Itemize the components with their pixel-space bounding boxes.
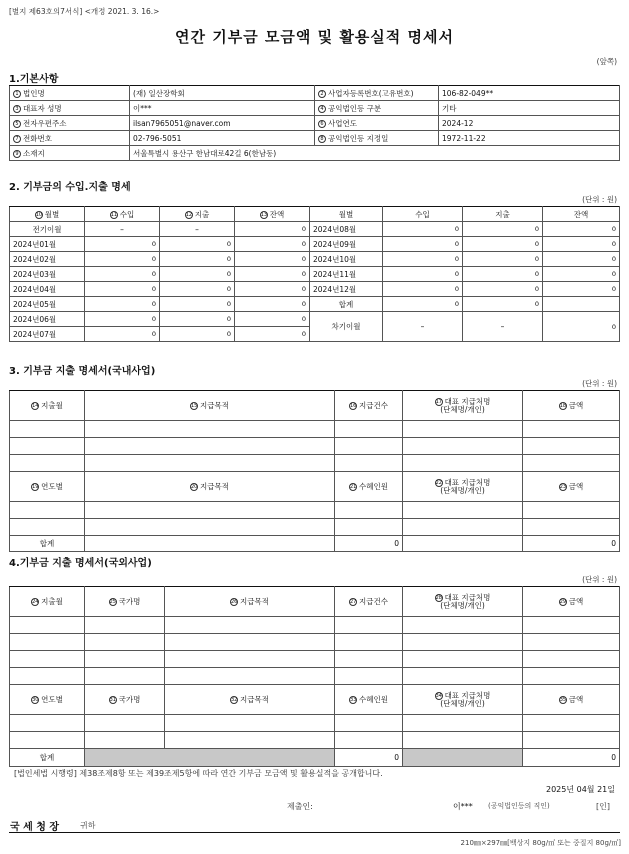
month-cell: 2024년08월	[310, 222, 383, 237]
cell: 0	[235, 252, 310, 267]
circled-32-icon: 32	[231, 697, 238, 703]
date-label: 8 공익법인등 지정일	[315, 131, 439, 146]
cell: 0	[383, 237, 463, 252]
cell: 0	[160, 297, 235, 312]
cell: 0	[235, 312, 310, 327]
circled-30-icon: 30	[32, 697, 39, 703]
table-row	[10, 312, 620, 327]
type-label: 4 공익법인등 구분	[315, 101, 439, 116]
addr-value: 서울특별시 용산구 한남대로42길 6(한남동)	[130, 146, 620, 161]
circled-35-icon: 35	[559, 697, 567, 703]
phone-value: 02-796-5051	[130, 131, 315, 146]
table-row	[10, 455, 620, 472]
cell: 0	[85, 237, 160, 252]
rep-label: 3 대표자 성명	[10, 101, 130, 116]
col-amount-2: 23 금액	[523, 472, 620, 502]
table-row	[10, 651, 620, 668]
col-benef: 33 수혜인원	[335, 685, 403, 715]
cell: 0	[235, 327, 310, 342]
total-label: 합계	[10, 536, 85, 552]
col-amount-2: 35 금액	[523, 685, 620, 715]
section1-heading: 1.기본사항	[9, 74, 59, 85]
cell: 0	[383, 267, 463, 282]
col-month: 10 월별	[10, 207, 85, 222]
cell: 0	[235, 282, 310, 297]
col-payee: 28 대표 지급처명 (단체명/개인)	[403, 587, 523, 617]
domestic-expense-table	[9, 390, 620, 552]
col-amount: 18 금액	[523, 391, 620, 421]
circled-7-icon: 7	[13, 135, 21, 143]
col-benef: 21 수혜인원	[335, 472, 403, 502]
submit-date: 2025년 04월 21일	[546, 785, 615, 794]
name-value: (재) 일산장학회	[130, 86, 315, 101]
month-cell: 2024년07월	[10, 327, 85, 342]
addr-label: 9 소재지	[10, 146, 130, 161]
cell: –	[85, 222, 160, 237]
circled-20-icon: 20	[191, 484, 198, 490]
recipient-honorific: 귀하	[80, 821, 96, 830]
cell: 0	[85, 267, 160, 282]
col-income-r: 수입	[383, 207, 463, 222]
footer-divider	[9, 832, 620, 833]
col-balance-r: 잔액	[543, 207, 620, 222]
table-row	[10, 297, 620, 312]
col-count: 16 지급건수	[335, 391, 403, 421]
circled-31-icon: 31	[109, 697, 116, 703]
table-row	[10, 222, 620, 237]
section2-heading: 2. 기부금의 수입.지출 명세	[9, 182, 131, 193]
total-row	[10, 749, 620, 767]
cell: 0	[160, 327, 235, 342]
cell: 0	[85, 252, 160, 267]
cell: 0	[463, 237, 543, 252]
circled-5-icon: 5	[13, 120, 21, 128]
section3-unit: (단위 : 원)	[582, 379, 617, 388]
table-row	[10, 732, 620, 749]
col-count: 27 지급건수	[335, 587, 403, 617]
month-cell: 2024년01월	[10, 237, 85, 252]
circled-6-icon: 6	[318, 120, 326, 128]
col-balance: 13 잔액	[235, 207, 310, 222]
table-row	[10, 438, 620, 455]
cell	[543, 297, 620, 312]
circled-34-icon: 34	[435, 692, 442, 699]
page-title: 연간 기부금 모금액 및 활용실적 명세서	[175, 28, 454, 46]
table-row	[10, 252, 620, 267]
circled-1-icon: 1	[13, 90, 21, 98]
type-value: 기타	[439, 101, 620, 116]
month-cell: 2024년10월	[310, 252, 383, 267]
law-statement: [법인세법 시행령] 제38조제8항 또는 제39조제5항에 따라 연간 기부금 모금액 및 활용실적을 공개합니다.	[14, 769, 383, 778]
cell: 0	[543, 222, 620, 237]
foreign-expense-table	[9, 586, 620, 767]
cell: 0	[463, 297, 543, 312]
col-purpose-2: 32 지급목적	[165, 685, 335, 715]
circled-15-icon: 15	[191, 403, 198, 409]
cell: 0	[463, 222, 543, 237]
circled-16-icon: 16	[350, 403, 357, 409]
table-row	[10, 237, 620, 252]
month-cell: 2024년09월	[310, 237, 383, 252]
month-cell: 2024년12월	[310, 282, 383, 297]
cell: 0	[383, 222, 463, 237]
total-amount: 0	[523, 749, 620, 767]
col-year: 30 연도별	[10, 685, 85, 715]
circled-8-icon: 8	[318, 135, 326, 143]
cell: 0	[160, 312, 235, 327]
total-count: 0	[335, 536, 403, 552]
cell: 0	[463, 267, 543, 282]
rep-value: 이***	[130, 101, 315, 116]
total-label: 합계	[310, 297, 383, 312]
table-row	[10, 421, 620, 438]
phone-label: 7 전화번호	[10, 131, 130, 146]
biz-label: 2 사업자등록번호(고유번호)	[315, 86, 439, 101]
col-month-r: 월별	[310, 207, 383, 222]
table-row	[10, 617, 620, 634]
circled-21-icon: 21	[350, 484, 357, 490]
total-count: 0	[335, 749, 403, 767]
email-value: ilsan7965051@naver.com	[130, 116, 315, 131]
table-row	[10, 715, 620, 732]
circled-13-icon: 13	[260, 211, 268, 218]
col-year: 19 연도별	[10, 472, 85, 502]
cell: 0	[463, 252, 543, 267]
section4-heading: 4.기부금 지출 명세서(국외사업)	[9, 558, 152, 569]
col-payee-2: 34 대표 지급처명 (단체명/개인)	[403, 685, 523, 715]
cell: –	[160, 222, 235, 237]
page-side: (앞쪽)	[596, 57, 617, 66]
cell: –	[383, 312, 463, 342]
circled-33-icon: 33	[350, 697, 357, 703]
col-payee-2: 22 대표 지급처명 (단체명/개인)	[403, 472, 523, 502]
cell: 0	[85, 312, 160, 327]
circled-14-icon: 14	[32, 403, 39, 409]
email-label: 5 전자우편주소	[10, 116, 130, 131]
circled-19-icon: 19	[32, 484, 39, 490]
col-purpose: 26 지급목적	[165, 587, 335, 617]
name-label: 1 법인명	[10, 86, 130, 101]
recipient: 국 세 청 장	[10, 822, 60, 833]
col-expense: 12 지출	[160, 207, 235, 222]
col-amount: 29 금액	[523, 587, 620, 617]
cell: 0	[543, 237, 620, 252]
circled-29-icon: 29	[559, 599, 567, 605]
cell: –	[463, 312, 543, 342]
circled-23-icon: 23	[559, 484, 567, 490]
total-amount: 0	[523, 536, 620, 552]
cell: 0	[463, 282, 543, 297]
paper-spec: 210㎜×297㎜[백상지 80g/㎡ 또는 중질지 80g/㎡]	[460, 839, 621, 847]
circled-18-icon: 18	[559, 403, 567, 409]
form-id: [별지 제63호의7서식] <개정 2021. 3. 16.>	[9, 7, 160, 16]
cell: 0	[85, 297, 160, 312]
submitter-role: (공익법인등의 직인)	[488, 802, 550, 810]
col-country-2: 31 국가명	[85, 685, 165, 715]
month-cell: 2024년05월	[10, 297, 85, 312]
table-row	[10, 502, 620, 519]
month-cell: 2024년11월	[310, 267, 383, 282]
cell: 0	[383, 252, 463, 267]
circled-3-icon: 3	[13, 105, 21, 113]
cell: 0	[235, 297, 310, 312]
col-exp-month: 24 지출월	[10, 587, 85, 617]
month-cell: 2024년03월	[10, 267, 85, 282]
circled-24-icon: 24	[32, 599, 39, 605]
circled-10-icon: 10	[35, 211, 43, 218]
col-purpose-2: 20 지급목적	[85, 472, 335, 502]
col-payee: 17 대표 지급처명 (단체명/개인)	[403, 391, 523, 421]
circled-26-icon: 26	[231, 599, 238, 605]
circled-2-icon: 2	[318, 90, 326, 98]
cell: 0	[85, 327, 160, 342]
col-income: 11 수입	[85, 207, 160, 222]
circled-9-icon: 9	[13, 150, 21, 158]
cell: 0	[543, 282, 620, 297]
cell: 0	[160, 252, 235, 267]
total-row	[10, 536, 620, 552]
circled-12-icon: 12	[185, 211, 193, 218]
cell: 0	[235, 222, 310, 237]
table-row	[10, 519, 620, 536]
cell: 0	[543, 312, 620, 342]
cell: 0	[543, 267, 620, 282]
cell: 0	[235, 267, 310, 282]
year-label: 6 사업연도	[315, 116, 439, 131]
col-exp-month: 14 지출월	[10, 391, 85, 421]
year-value: 2024-12	[439, 116, 620, 131]
section2-unit: (단위 : 원)	[582, 195, 617, 204]
carry-label: 차기이월	[310, 312, 383, 342]
biz-value: 106-82-049**	[439, 86, 620, 101]
col-expense-r: 지출	[463, 207, 543, 222]
table-row	[10, 282, 620, 297]
cell: 0	[543, 252, 620, 267]
submitter-label: 제출인:	[287, 802, 313, 811]
month-cell: 2024년06월	[10, 312, 85, 327]
cell: 0	[383, 297, 463, 312]
cell: 0	[235, 237, 310, 252]
circled-11-icon: 11	[110, 211, 118, 218]
section3-heading: 3. 기부금 지출 명세서(국내사업)	[9, 366, 156, 377]
circled-22-icon: 22	[435, 479, 442, 486]
cell: 0	[160, 282, 235, 297]
circled-17-icon: 17	[435, 398, 442, 405]
section4-unit: (단위 : 원)	[582, 575, 617, 584]
seal-mark: [인]	[596, 802, 610, 811]
circled-4-icon: 4	[318, 105, 326, 113]
submitter-name: 이***	[453, 802, 473, 811]
circled-28-icon: 28	[435, 594, 442, 601]
col-purpose: 15 지급목적	[85, 391, 335, 421]
circled-25-icon: 25	[109, 599, 116, 605]
basic-info-table	[9, 85, 620, 161]
cell: 0	[160, 267, 235, 282]
circled-27-icon: 27	[350, 599, 357, 605]
cell: 0	[85, 282, 160, 297]
col-country: 25 국가명	[85, 587, 165, 617]
prev-label: 전기이월	[10, 222, 85, 237]
month-cell: 2024년02월	[10, 252, 85, 267]
date-value: 1972-11-22	[439, 131, 620, 146]
table-row	[10, 267, 620, 282]
table-row	[10, 668, 620, 685]
cell: 0	[160, 237, 235, 252]
table-row	[10, 634, 620, 651]
month-cell: 2024년04월	[10, 282, 85, 297]
cell: 0	[383, 282, 463, 297]
income-expense-table	[9, 206, 620, 342]
total-label: 합계	[10, 749, 85, 767]
